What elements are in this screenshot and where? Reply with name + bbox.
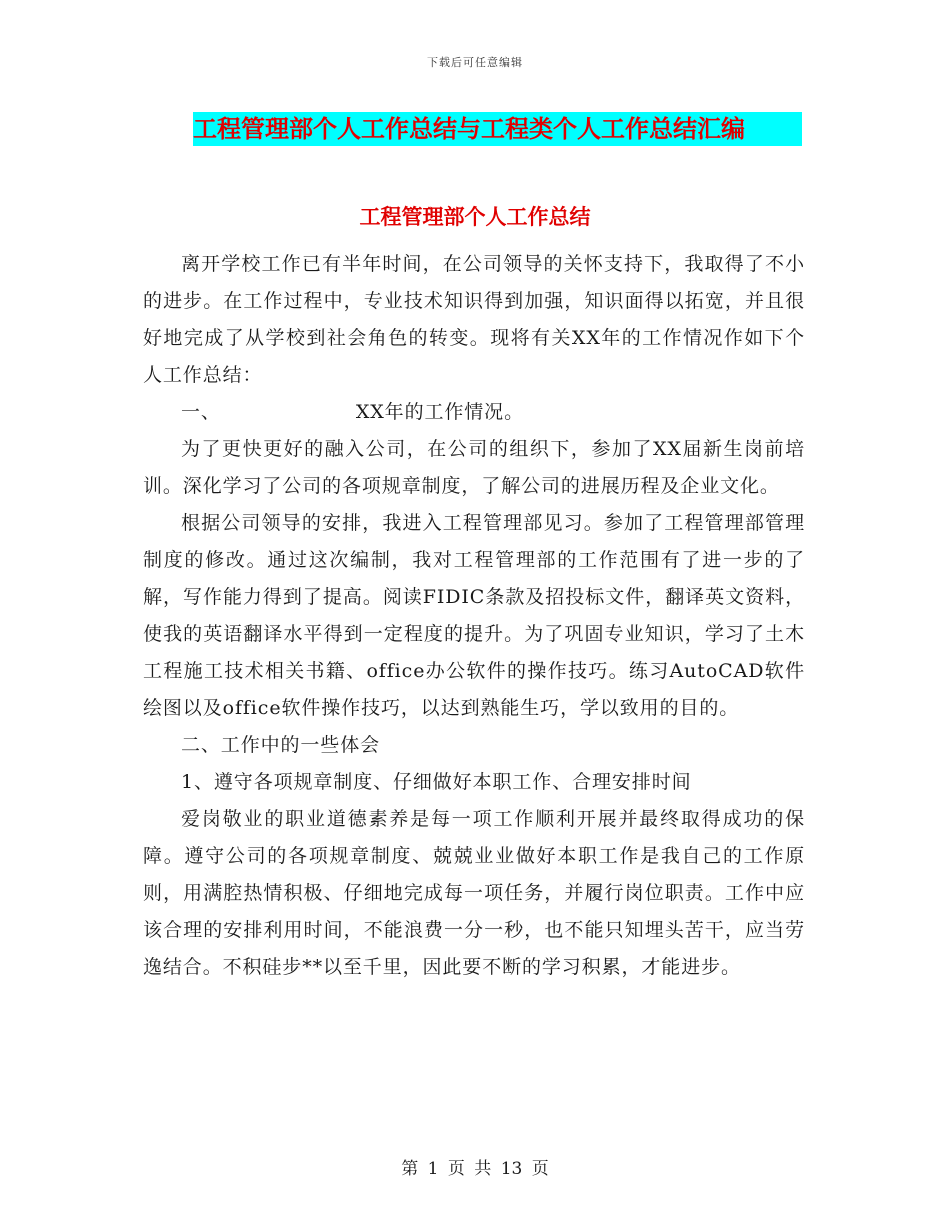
section-title: 工程管理部个人工作总结 xyxy=(359,205,591,229)
paragraph-intro: 离开学校工作已有半年时间，在公司领导的关怀支持下，我取得了不小的进步。在工作过程中，专业技术知识得到加强，知识面得以拓宽，并且很好地完成了从学校到社会角色的转变。现将有关XX年的工作情况作如下个人工作总结： xyxy=(143,253,805,386)
header-note: 下载后可任意编辑 xyxy=(427,56,523,69)
page-footer: 第 1 页 共 13 页 xyxy=(401,1159,549,1179)
main-title: 工程管理部个人工作总结与工程类个人工作总结汇编 xyxy=(193,115,745,143)
document-body xyxy=(143,246,805,986)
heading-section-one-number: 一、 xyxy=(181,401,221,423)
heading-subsection-one: 1、遵守各项规章制度、仔细做好本职工作、合理安排时间 xyxy=(181,771,692,793)
paragraph-work-ethic: 爱岗敬业的职业道德素养是每一项工作顺利开展并最终取得成功的保障。遵守公司的各项规章制度、兢兢业业做好本职工作是我自己的工作原则，用满腔热情积极、仔细地完成每一项任务，并履行岗位职责。工作中应该合理的安排利用时间，不能浪费一分一秒，也不能只知埋头苦干，应当劳逸结合。不积硅步**以至千里，因此要不断的学习积累，才能进步。 xyxy=(143,808,805,978)
heading-section-one-text: XX年的工作情况。 xyxy=(355,401,524,423)
heading-section-two: 二、工作中的一些体会 xyxy=(181,734,381,756)
paragraph-training: 为了更快更好的融入公司，在公司的组织下，参加了XX届新生岗前培训。深化学习了公司的各项规章制度，了解公司的进展历程及企业文化。 xyxy=(143,438,805,497)
main-title-highlight xyxy=(193,112,802,146)
paragraph-internship: 根据公司领导的安排，我进入工程管理部见习。参加了工程管理部管理制度的修改。通过这次编制，我对工程管理部的工作范围有了进一步的了解，写作能力得到了提高。阅读FIDIC条款及招投标文件，翻译英文资料，使我的英语翻译水平得到一定程度的提升。为了巩固专业知识，学习了土木工程施工技术相关书籍、office办公软件的操作技巧。练习AutoCAD软件绘图以及office软件操作技巧，以达到熟能生巧，学以致用的目的。 xyxy=(143,512,805,719)
heading-section-one xyxy=(143,394,805,431)
